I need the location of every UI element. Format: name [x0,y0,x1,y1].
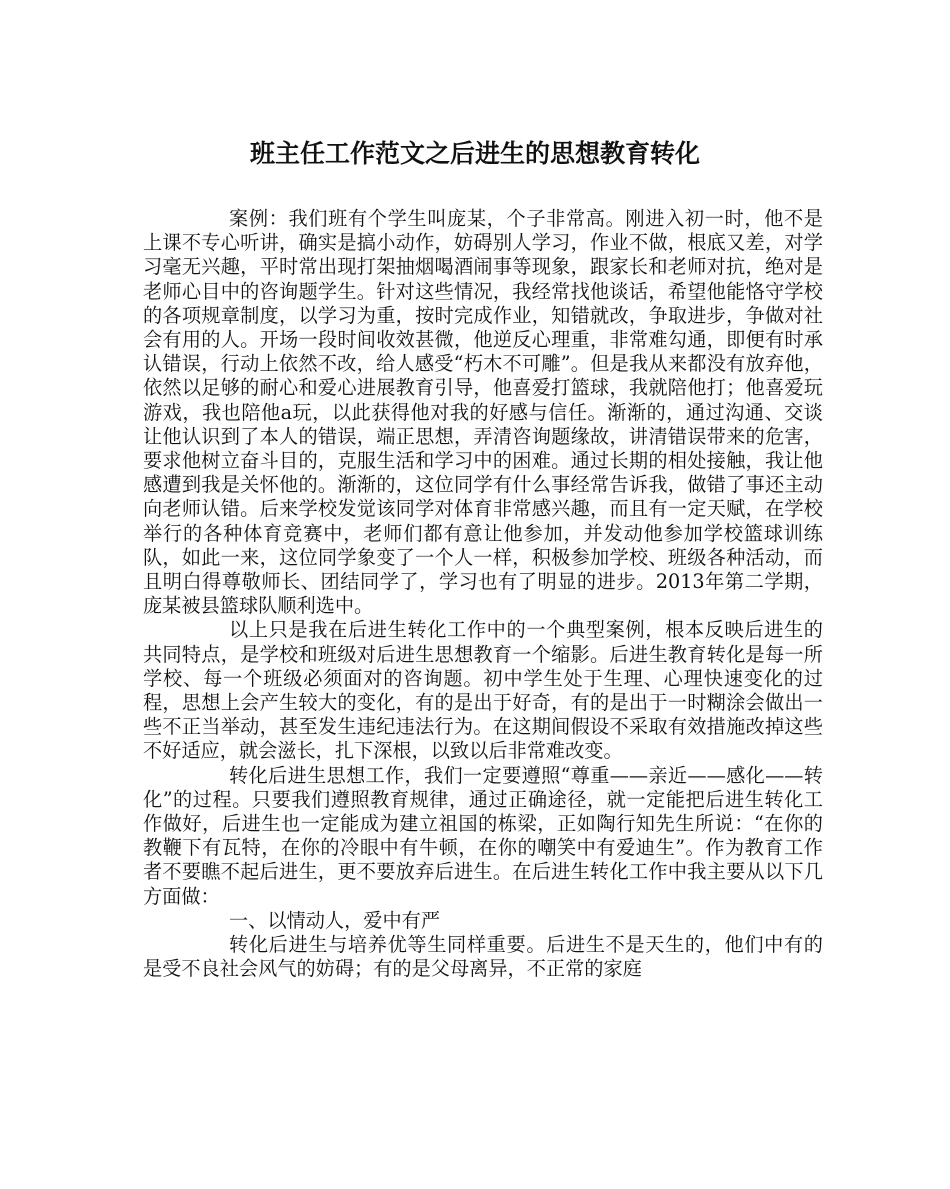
paragraph-principle: 转化后进生思想工作，我们一定要遵照“尊重——亲近——感化——转化”的过程。只要我们遵照教育规律，通过正确途径，就一定能把后进生转化工作做好，后进生也一定能成为建立祖国的栋梁，正如陶行知先生所说：“在你的教鞭下有瓦特，在你的冷眼中有牛顿，在你的嘲笑中有爱迪生”。作为教育工作者不要瞧不起后进生，更不要放弃后进生。在后进生转化工作中我主要从以下几方面做： [143,763,823,908]
paragraph-case-study: 案例：我们班有个学生叫庞某，个子非常高。刚进入初一时，他不是上课不专心听讲，确实是搞小动作，妨碍别人学习，作业不做，根底又差，对学习毫无兴趣，平时常出现打架抽烟喝酒闹事等现象，跟家长和老师对抗，绝对是老师心目中的咨询题学生。针对这些情况，我经常找他谈话，希望他能恪守学校的各项规章制度，以学习为重，按时完成作业，知错就改，争取进步，争做对社会有用的人。开场一段时间收效甚微，他逆反心理重，非常难勾通，即便有时承认错误，行动上依然不改，给人感受“朽木不可雕”。但是我从来都没有放弃他，依然以足够的耐心和爱心进展教育引导，他喜爱打篮球，我就陪他打；他喜爱玩游戏，我也陪他a玩，以此获得他对我的好感与信任。渐渐的，通过沟通、交谈让他认识到了本人的错误，端正思想，弄清咨询题缘故，讲清错误带来的危害，要求他树立奋斗目的，克服生活和学习中的困难。通过长期的相处接触，我让他感遭到我是关怀他的。渐渐的，这位同学有什么事经常告诉我，做错了事还主动向老师认错。后来学校发觉该同学对体育非常感兴趣，而且有一定天赋，在学校举行的各种体育竞赛中，老师们都有意让他参加，并发动他参加学校篮球训练队，如此一来，这位同学象变了一个人一样，积极参加学校、班级各种活动，而且明白得尊敬师长、团结同学了，学习也有了明显的进步。2013年第二学期，庞某被县篮球队顺利选中。 [143,207,823,618]
paragraph-summary: 以上只是我在后进生转化工作中的一个典型案例，根本反映后进生的共同特点，是学校和班级对后进生思想教育一个缩影。后进生教育转化是每一所学校、每一个班级必须面对的咨询题。初中学生处于生理、心理快速变化的过程，思想上会产生较大的变化，有的是出于好奇，有的是出于一时糊涂会做出一些不正当举动，甚至发生违纪违法行为。在这期间假设不采取有效措施改掉这些不好适应，就会滋长，扎下深根，以致以后非常难改变。 [143,618,823,763]
section-heading: 一、以情动人，爱中有严 [229,908,441,932]
document-title: 班主任工作范文之后进生的思想教育转化 [249,139,700,168]
paragraph-section-body: 转化后进生与培养优等生同样重要。后进生不是天生的，他们中有的是受不良社会风气的妨碍；有的是父母离异，不正常的家庭 [143,933,823,981]
document-body [143,207,823,982]
